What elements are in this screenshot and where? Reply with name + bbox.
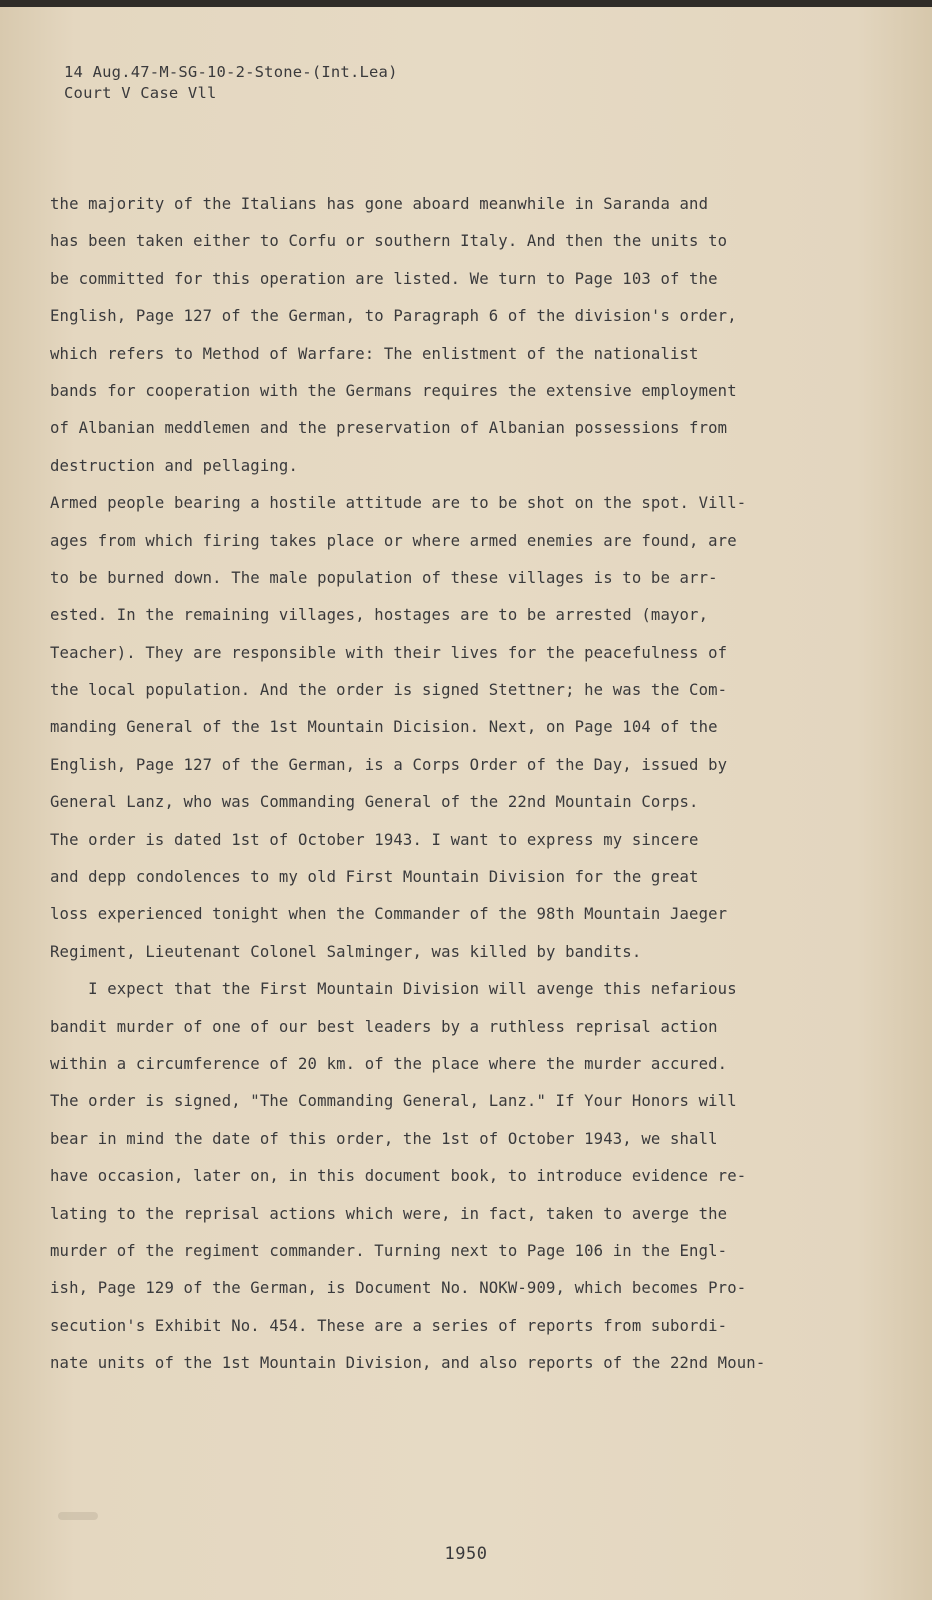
text-line: bands for cooperation with the Germans requires the extensive employment bbox=[50, 381, 737, 400]
text-line: has been taken either to Corfu or southern Italy. And then the units to bbox=[50, 232, 728, 251]
text-line: murder of the regiment commander. Turning next to Page 106 in the Engl- bbox=[50, 1241, 728, 1260]
text-line: Armed people bearing a hostile attitude are to be shot on the spot. Vill- bbox=[50, 494, 747, 513]
text-line: ages from which firing takes place or where armed enemies are found, are bbox=[50, 531, 737, 550]
text-line: Regiment, Lieutenant Colonel Salminger, was killed by bandits. bbox=[50, 942, 642, 961]
text-line: destruction and pellaging. bbox=[50, 456, 298, 475]
text-line: ish, Page 129 of the German, is Document No. NOKW-909, which becomes Pro- bbox=[50, 1279, 747, 1298]
document-header bbox=[64, 62, 398, 104]
text-line: nate units of the 1st Mountain Division, and also reports of the 22nd Moun- bbox=[50, 1354, 766, 1373]
text-line: within a circumference of 20 km. of the place where the murder accured. bbox=[50, 1054, 728, 1073]
text-line: the local population. And the order is signed Stettner; he was the Com- bbox=[50, 681, 728, 700]
text-line: General Lanz, who was Commanding General of the 22nd Mountain Corps. bbox=[50, 793, 699, 812]
page-number: 1950 bbox=[444, 1544, 488, 1564]
transcript-body bbox=[50, 186, 810, 1383]
text-line: lating to the reprisal actions which were, in fact, taken to averge the bbox=[50, 1204, 728, 1223]
text-line: Teacher). They are responsible with their lives for the peacefulness of bbox=[50, 643, 728, 662]
text-line: manding General of the 1st Mountain Dicision. Next, on Page 104 of the bbox=[50, 718, 718, 737]
text-line: loss experienced tonight when the Commander of the 98th Mountain Jaeger bbox=[50, 905, 728, 924]
text-line: The order is dated 1st of October 1943. I want to express my sincere bbox=[50, 830, 699, 849]
text-line: English, Page 127 of the German, to Paragraph 6 of the division's order, bbox=[50, 307, 737, 326]
text-line: the majority of the Italians has gone aboard meanwhile in Saranda and bbox=[50, 195, 709, 213]
text-line: bear in mind the date of this order, the 1st of October 1943, we shall bbox=[50, 1129, 718, 1148]
header-court: Court V Case Vll bbox=[64, 84, 217, 102]
text-line: be committed for this operation are listed. We turn to Page 103 of the bbox=[50, 269, 718, 288]
text-line: which refers to Method of Warfare: The enlistment of the nationalist bbox=[50, 344, 699, 363]
text-line: have occasion, later on, in this document book, to introduce evidence re- bbox=[50, 1167, 747, 1186]
scan-edge bbox=[0, 0, 932, 7]
text-line: bandit murder of one of our best leaders by a ruthless reprisal action bbox=[50, 1017, 718, 1036]
text-line: English, Page 127 of the German, is a Corps Order of the Day, issued by bbox=[50, 755, 728, 774]
text-line: of Albanian meddlemen and the preservation of Albanian possessions from bbox=[50, 419, 728, 438]
text-line: to be burned down. The male population of these villages is to be arr- bbox=[50, 568, 718, 587]
ink-smudge bbox=[58, 1512, 98, 1520]
text-line: and depp condolences to my old First Mountain Division for the great bbox=[50, 868, 699, 887]
text-line: The order is signed, "The Commanding General, Lanz." If Your Honors will bbox=[50, 1092, 737, 1111]
text-line: secution's Exhibit No. 454. These are a series of reports from subordi- bbox=[50, 1316, 728, 1335]
header-reference: 14 Aug.47-M-SG-10-2-Stone-(Int.Lea) bbox=[64, 63, 398, 81]
text-line: I expect that the First Mountain Division will avenge this nefarious bbox=[50, 980, 737, 999]
text-line: ested. In the remaining villages, hostages are to be arrested (mayor, bbox=[50, 606, 709, 625]
